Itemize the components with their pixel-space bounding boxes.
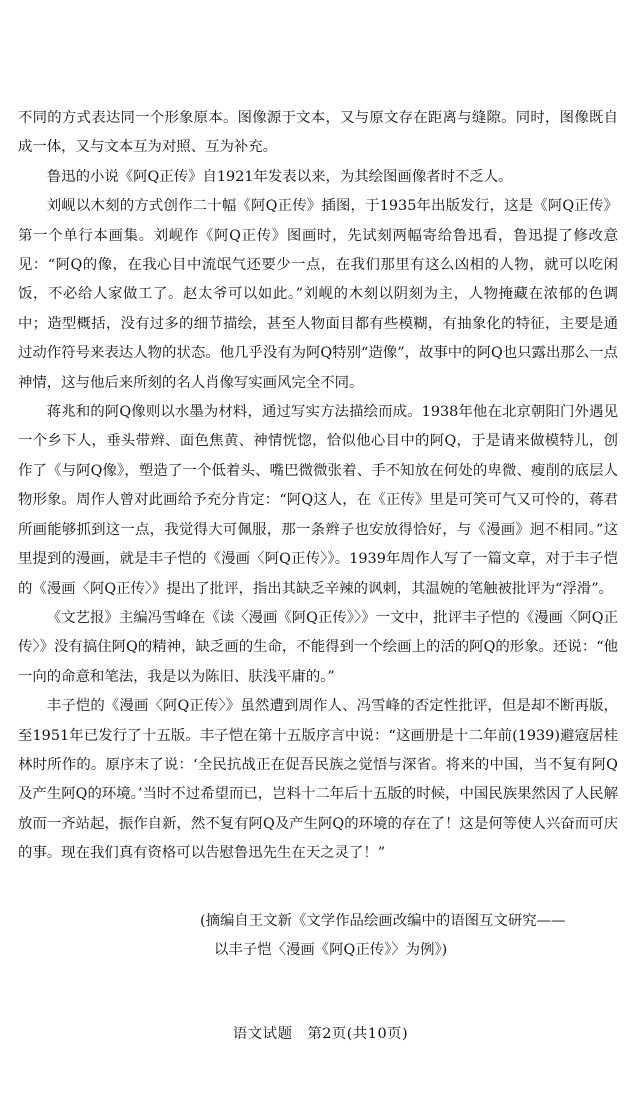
source-citation bbox=[200, 907, 620, 965]
citation-line-2: 以丰子恺〈漫画《阿Q正传》〉为例》) bbox=[214, 942, 448, 958]
page-footer: 语文试题 第2页(共10页) bbox=[232, 1026, 409, 1042]
article-body bbox=[18, 104, 618, 869]
paragraph-3: 刘岘以木刻的方式创作二十幅《阿Q正传》插图，于1935年出版发行，这是《阿Q正传》第一个单行本画集。刘岘作《阿Q正传》图画时，先试刻两幅寄给鲁迅看，鲁迅提了修改意见：“阿Q的像，在我心目中流氓气还要少一点，在我们那里有这么凶相的人物，就可以吃闲饭，不必给人家做工了。赵太爷可以如此。”刘岘的木刻以阴刻为主，人物掩藏在浓郁的色调中；造型概括，没有过多的细节描绘，甚至人物面目都有些模糊，有抽象化的特征，主要是通过动作符号来表达人物的状态。他几乎没有为阿Q特别“造像”，故事中的阿Q也只露出那么一点神情，这与他后来所刻的名人肖像写实画风完全不同。 bbox=[18, 198, 618, 391]
paragraph-5: 《文艺报》主编冯雪峰在《读〈漫画《阿Q正传》〉》一文中，批评丰子恺的《漫画〈阿Q正传〉》没有搞住阿Q的精神，缺乏画的生命，不能得到一个绘画上的活的阿Q的形象。还说：“他一向的命意和笔法，我是以为陈旧、肤浅平庸的。” bbox=[18, 609, 618, 685]
paragraph-1: 不同的方式表达同一个形象原本。图像源于文本，又与原文存在距离与缝隙。同时，图像既自成一体，又与文本互为对照、互为补充。 bbox=[18, 110, 618, 156]
paragraph-4: 蒋兆和的阿Q像则以水墨为材料，通过写实方法描绘而成。1938年他在北京朝阳门外遇见一个乡下人，垂头带辫、面色焦黄、神情恍惚，恰似他心目中的阿Q，于是请来做模特儿，创作了《与阿Q像》，塑造了一个低着头、嘴巴微微张着、手不知放在何处的卑微、瘦削的底层人物形象。周作人曾对此画给予充分肯定：“阿Q这人，在《正传》里是可笑可气又可怜的，蒋君所画能够抓到这一点，我觉得大可佩服，那一条辫子也安放得恰好，与《漫画》迥不相同。”这里提到的漫画，就是丰子恺的《漫画〈阿Q正传〉》。1939年周作人写了一篇文章，对于丰子恺的《漫画〈阿Q正传〉》提出了批评，指出其缺乏辛辣的讽刺，其温婉的笔触被批评为“浮滑”。 bbox=[18, 404, 618, 597]
paragraph-6: 丰子恺的《漫画〈阿Q正传〉》虽然遭到周作人、冯雪峰的否定性批评，但是却不断再版，至1951年已发行了十五版。丰子恺在第十五版序言中说：“这画册是十二年前(1939)避寇居桂林时所作的。原序末了说：‘全民抗战正在促吾民族之觉悟与深省。将来的中国，当不复有阿Q及产生阿Q的环境。’当时不过希望而已，岂料十二年后十五版的时候，中国民族果然因了人民解放而一齐站起，振作自新，然不复有阿Q及产生阿Q的环境的存在了！这是何等使人兴奋而可庆的事。现在我们真有资格可以告慰鲁迅先生在天之灵了！” bbox=[18, 698, 618, 862]
citation-line-1: (摘编自王文新《文学作品绘画改编中的语图互文研究—— bbox=[200, 913, 566, 929]
paragraph-2: 鲁迅的小说《阿Q正传》自1921年发表以来，为其绘图画像者时不乏人。 bbox=[46, 168, 513, 185]
